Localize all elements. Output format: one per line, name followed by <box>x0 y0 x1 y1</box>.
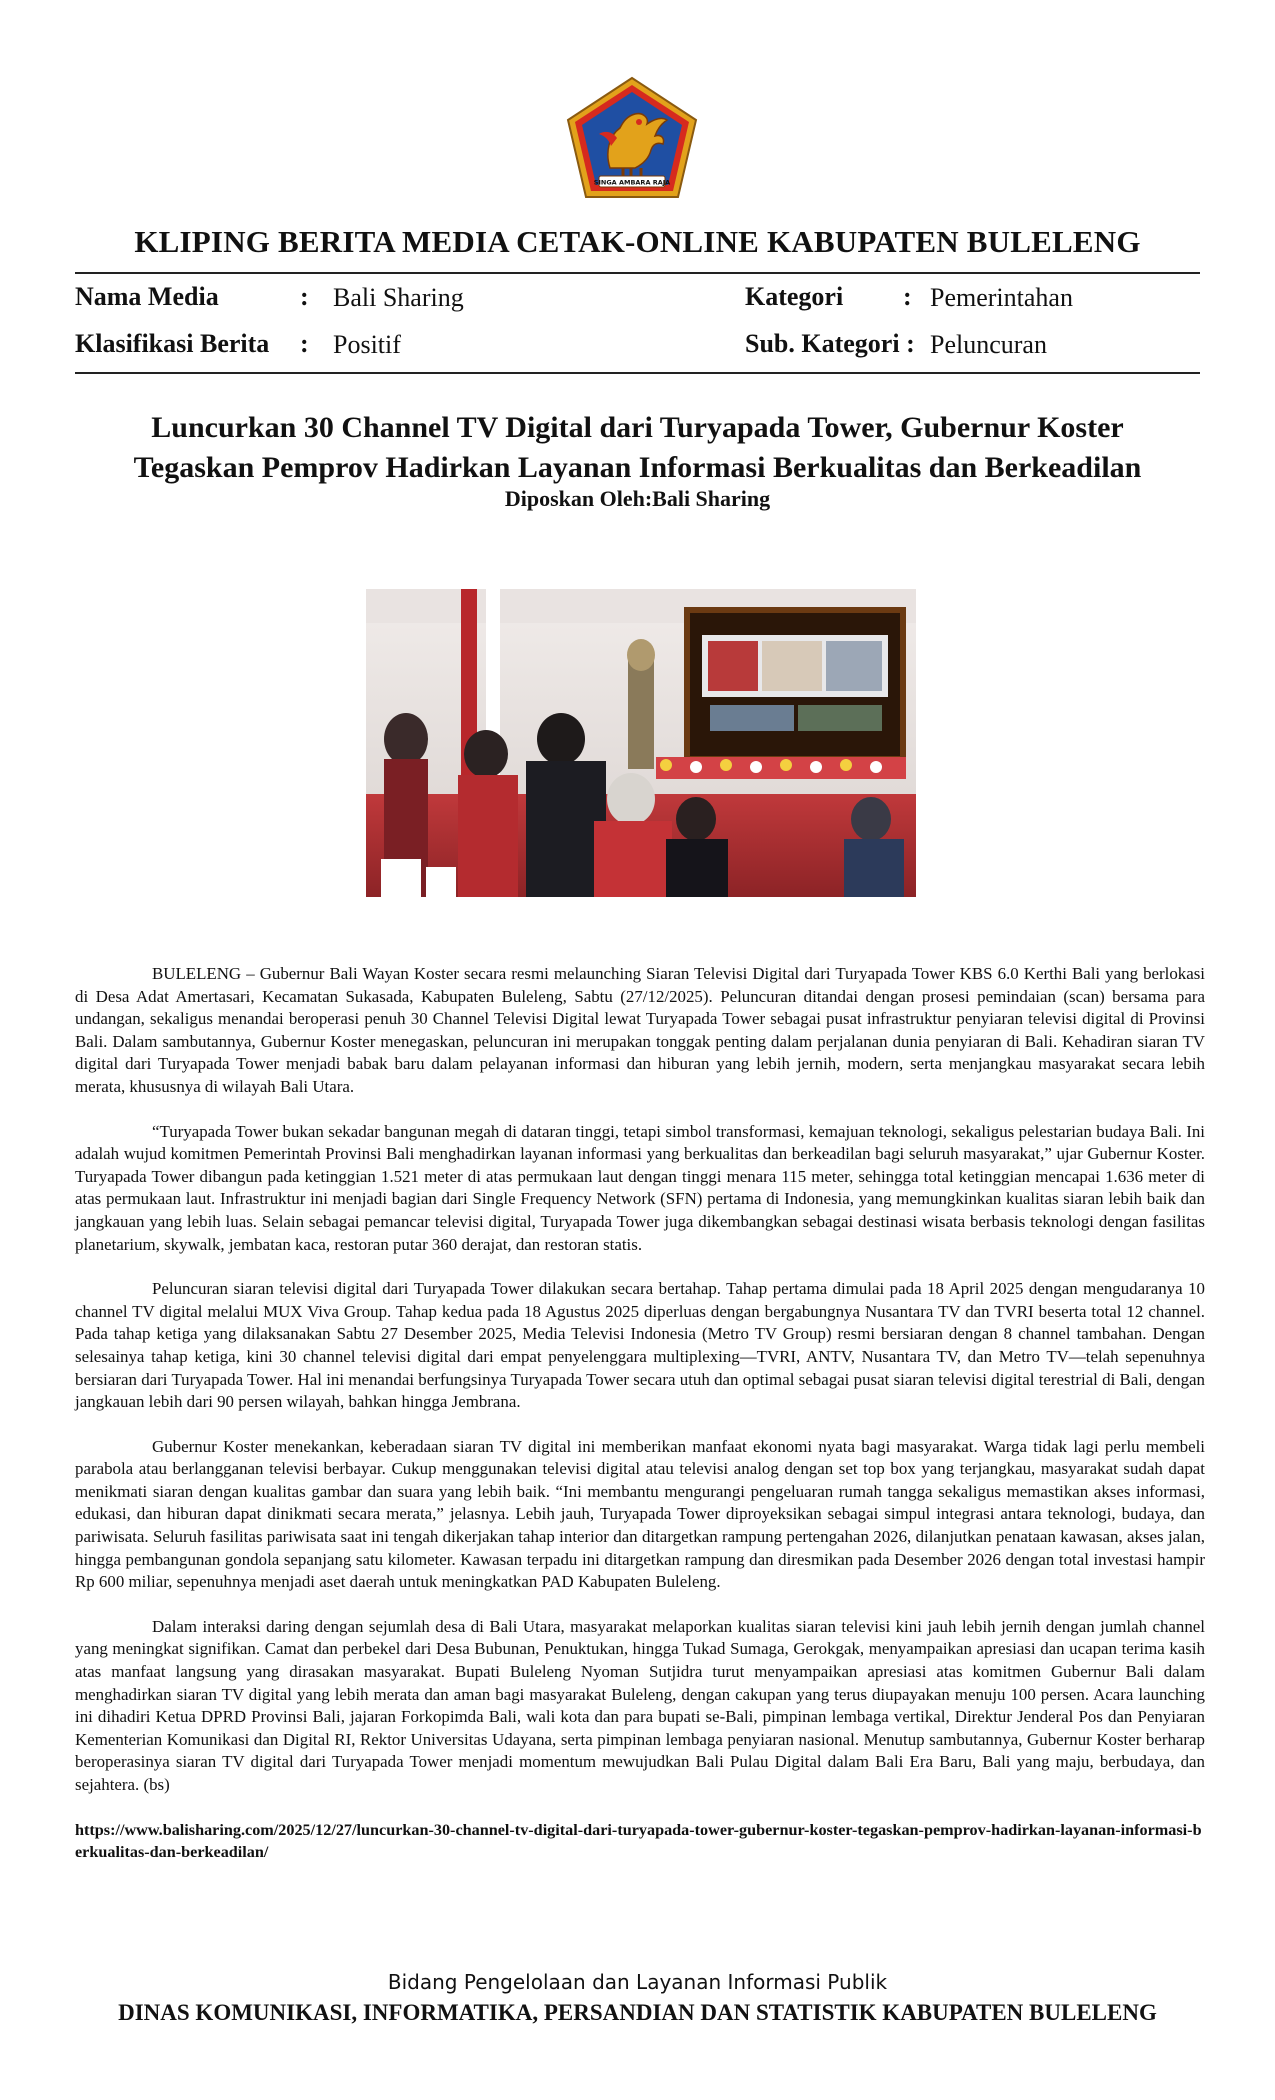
article-photo <box>366 589 916 897</box>
klasifikasi-colon: : <box>300 329 309 358</box>
klasifikasi-value: Positif <box>333 330 401 359</box>
nama-media-colon: : <box>300 282 309 311</box>
article-byline: Diposkan Oleh:Bali Sharing <box>504 486 771 511</box>
kategori-value: Pemerintahan <box>930 283 1073 312</box>
article-paragraph: “Turyapada Tower bukan sekadar bangunan megah di dataran tinggi, tetapi simbol transformasi, kemajuan teknologi, sekaligus pelestarian budaya Bali. Ini adalah wujud komitmen Pemerintah Provinsi Bali menghadirkan layanan informasi yang berkualitas dan berkeadilan bagi seluruh masyarakat,” ujar Gubernur Koster. Turyapada Tower dibangun pada ketinggian 1.521 meter di atas permukaan laut dengan tinggi menara 115 meter, sehingga total ketinggian mencapai 1.636 meter di atas permukaan laut. Infrastruktur ini menjadi bagian dari Single Frequency Network (SFN) pertama di Indonesia, yang memungkinkan kualitas siaran lebih baik dan jangkauan yang lebih luas. Selain sebagai pemancar televisi digital, Turyapada Tower juga dikembangkan sebagai destinasi wisata berbasis teknologi dengan fasilitas planetarium, skywalk, jembatan kaca, restoran putar 360 derajat, dan restoran statis. <box>75 1121 1205 1254</box>
header-divider-bottom <box>75 372 1200 374</box>
article-body <box>75 963 1205 1886</box>
launch-event-photo <box>366 589 916 897</box>
article-paragraph: Dalam interaksi daring dengan sejumlah desa di Bali Utara, masyarakat melaporkan kualitas siaran televisi kini jauh lebih jernih dengan jumlah channel yang meningkat signifikan. Camat dan perbekel dari Desa Bubunan, Penuktukan, hingga Tukad Sumaga, Gerokgak, menyampaikan apresiasi dan ucapan terima kasih atas manfaat langsung yang dirasakan masyarakat. Bupati Buleleng Nyoman Sutjidra turut menyampaikan apresiasi atas komitmen Gubernur Bali dalam menghadirkan siaran TV digital yang lebih merata dan aman bagi masyarakat Buleleng, dengan cakupan yang terus diupayakan menuju 100 persen. Acara launching ini dihadiri Ketua DPRD Provinsi Bali, jajaran Forkopimda Bali, wali kota dan para bupati se-Bali, pimpinan lembaga vertikal, Direktur Jenderal Pos dan Penyiaran Kementerian Komunikasi dan Digital RI, Rektor Universitas Udayana, serta pimpinan lembaga penyiaran nasional. Menutup sambutannya, Gubernur Koster berharap beroperasinya siaran TV digital dari Turyapada Tower menjadi momentum mewujudkan Bali Pulau Digital dalam Bali Era Baru, Bali yang maju, berbudaya, dan sejahtera. (bs) <box>75 1616 1205 1794</box>
clipping-header-title: KLIPING BERITA MEDIA CETAK-ONLINE KABUPATEN BULELENG <box>134 224 1141 259</box>
nama-media-label: Nama Media <box>75 282 219 311</box>
article-paragraph: Peluncuran siaran televisi digital dari Turyapada Tower dilakukan secara bertahap. Tahap pertama dimulai pada 18 April 2025 dengan mengudaranya 10 channel TV digital melalui MUX Viva Group. Tahap kedua pada 18 Agustus 2025 diperluas dengan bergabungnya Nusantara TV dan TVRI beserta total 12 channel. Pada tahap ketiga yang dilaksanakan Sabtu 27 Desember 2025, Media Televisi Indonesia (Metro TV Group) resmi bersiaran dengan 8 channel tambahan. Dengan selesainya tahap ketiga, kini 30 channel televisi digital dari empat penyelenggara multiplexing—TVRI, ANTV, Nusantara TV, dan Metro TV—telah sepenuhnya bersiaran dari Turyapada Tower. Hal ini menandai berfungsinya Turyapada Tower secara utuh dan optimal sebagai pusat siaran televisi digital terestrial di Bali, dengan jangkauan lebih dari 90 persen wilayah, bahkan hingga Jembrana. <box>75 1279 1205 1412</box>
kategori-label: Kategori <box>745 282 844 311</box>
header-divider-top <box>75 272 1200 274</box>
footer-agency: DINAS KOMUNIKASI, INFORMATIKA, PERSANDIAN DAN STATISTIK KABUPATEN BULELENG <box>118 2000 1157 2025</box>
article-paragraph: Gubernur Koster menekankan, keberadaan siaran TV digital ini memberikan manfaat ekonomi nyata bagi masyarakat. Warga tidak lagi perlu membeli parabola atau berlangganan televisi berbayar. Cukup menggunakan televisi digital atau televisi analog dengan set top box yang terjangkau, masyarakat sudah dapat menikmati siaran dengan kualitas gambar dan suara yang lebih baik. “Ini membantu mengurangi pengeluaran rumah tangga sekaligus memastikan akses informasi, edukasi, dan hiburan dapat dinikmati secara merata,” jelasnya. Lebih jauh, Turyapada Tower diproyeksikan sebagai simpul integrasi antara teknologi, budaya, dan pariwisata. Seluruh fasilitas pariwisata saat ini tengah dikerjakan tahap interior dan ditargetkan rampung pertengahan 2026, dilanjutkan penataan kawasan, akses jalan, hingga pembangunan gondola sepanjang satu kilometer. Kawasan terpadu ini ditargetkan rampung dan diresmikan pada Desember 2026 dengan total investasi hampir Rp 600 miliar, sepenuhnya menjadi aset daerah untuk meningkatkan PAD Kabupaten Buleleng. <box>75 1436 1205 1592</box>
kategori-colon: : <box>903 282 912 311</box>
article-title <box>75 408 1200 488</box>
article-paragraph: BULELENG – Gubernur Bali Wayan Koster secara resmi melaunching Siaran Televisi Digital dari Turyapada Tower KBS 6.0 Kerthi Bali yang berlokasi di Desa Adat Amertasari, Kecamatan Sukasada, Kabupaten Buleleng, Sabtu (27/12/2025). Peluncuran ditandai dengan prosesi pemindaian (scan) bersama para undangan, sekaligus menandai beroperasi penuh 30 Channel Televisi Digital lewat Turyapada Tower sebagai pusat infrastruktur penyiaran televisi digital di Provinsi Bali. Dalam sambutannya, Gubernur Koster menegaskan, peluncuran ini merupakan tonggak penting dalam perjalanan dunia penyiaran di Bali. Kehadiran siaran TV digital dari Turyapada Tower menjadi babak baru dalam pelayanan informasi dan hiburan yang lebih jernih, modern, serta menjangkau masyarakat secara lebih merata, khususnya di wilayah Bali Utara. <box>75 964 1205 1096</box>
nama-media-value: Bali Sharing <box>333 283 464 312</box>
emblem-motto: SINGA AMBARA RAJA <box>593 178 671 187</box>
footer-department: Bidang Pengelolaan dan Layanan Informasi Publik <box>387 1970 888 1994</box>
buleleng-emblem-logo <box>565 76 699 200</box>
klasifikasi-label: Klasifikasi Berita <box>75 329 270 358</box>
article-title-line-1: Luncurkan 30 Channel TV Digital dari Turyapada Tower, Gubernur Koster <box>151 411 1124 444</box>
article-title-line-2: Tegaskan Pemprov Hadirkan Layanan Informasi Berkualitas dan Berkeadilan <box>133 451 1142 484</box>
sub-kategori-value: Peluncuran <box>930 330 1047 359</box>
source-url-link[interactable]: https://www.balisharing.com/2025/12/27/luncurkan-30-channel-tv-digital-dari-turyapada-tower-gubernur-koster-tegaskan-pemprov-hadirkan-layanan-informasi-berkualitas-dan-berkeadilan/ <box>75 1820 1202 1862</box>
emblem-svg <box>565 76 699 200</box>
sub-kategori-label: Sub. Kategori : <box>745 329 915 358</box>
